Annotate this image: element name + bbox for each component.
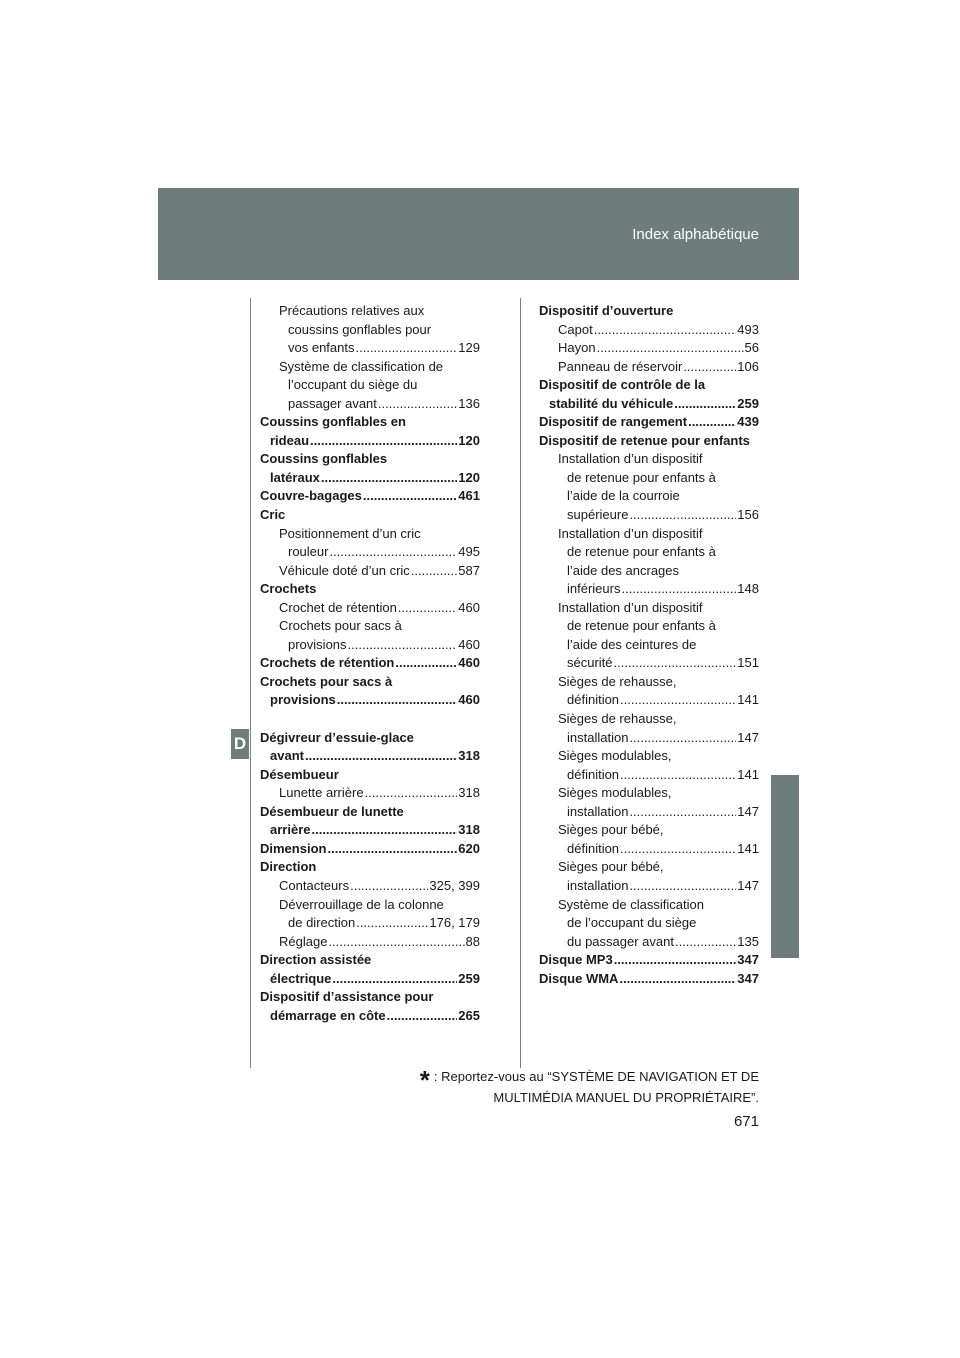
index-entry [539, 413, 759, 432]
index-entry [539, 896, 759, 952]
entry-text: Précautions relatives aux [279, 303, 425, 318]
entry-text: Système de classification de [279, 358, 444, 374]
entry-text: Lunette arrière [279, 785, 364, 801]
index-entry [260, 654, 480, 673]
entry-text: du passager avant [567, 933, 674, 949]
entry-text: définition [567, 840, 620, 856]
page-reference[interactable]: 147 [737, 877, 759, 893]
leader-dots [350, 877, 428, 896]
index-entry [539, 970, 759, 989]
entry-text: Positionnement d’un cric [279, 525, 421, 541]
page-reference[interactable]: 493 [737, 321, 759, 337]
leader-dots [356, 339, 458, 358]
entry-text: Déverrouillage de la colonne [279, 896, 444, 912]
footnote-star: * [419, 1065, 430, 1095]
entry-text: Crochets pour sacs à [260, 673, 393, 689]
index-entry [539, 858, 759, 895]
page-reference[interactable]: 120 [458, 432, 480, 448]
entry-text: Disque WMA [539, 970, 619, 986]
leader-dots [311, 821, 457, 840]
entry-text: Sièges de rehausse, [558, 711, 677, 727]
index-entry [260, 487, 480, 506]
index-entry [539, 358, 759, 377]
leader-dots [614, 951, 737, 970]
page-reference[interactable]: 347 [737, 970, 759, 986]
entry-text: avant [270, 748, 304, 764]
entry-text: Capot [558, 321, 593, 337]
entry-text: installation [567, 877, 629, 893]
entry-text: provisions [288, 636, 347, 652]
page-reference[interactable]: 147 [737, 803, 759, 819]
entry-text: de l’occupant du siège [567, 915, 697, 931]
entry-text: rouleur [288, 544, 329, 560]
leader-dots [378, 395, 457, 414]
page-reference[interactable]: 460 [458, 692, 480, 708]
entry-text: Dégivreur d’essuie-glace [260, 729, 414, 745]
entry-text: Véhicule doté d’un cric [279, 562, 410, 578]
entry-text: Sièges pour bébé, [558, 822, 664, 838]
page-reference[interactable]: 141 [737, 692, 759, 708]
index-entry [260, 580, 480, 599]
index-entry [260, 858, 480, 877]
entry-text: Hayon [558, 340, 596, 356]
page-header [158, 188, 799, 280]
entry-text: l’occupant du siège du [288, 377, 418, 393]
entry-text: Dispositif de contrôle de la [539, 377, 706, 393]
index-entry [539, 321, 759, 340]
page-number: 671 [733, 1113, 759, 1130]
entry-text: arrière [270, 822, 311, 838]
index-entry [260, 358, 480, 414]
index-entry [539, 339, 759, 358]
page-reference[interactable]: 151 [737, 655, 759, 671]
entry-text: supérieure [567, 507, 629, 523]
leader-dots [321, 469, 457, 488]
leader-dots [674, 395, 736, 414]
page-reference[interactable]: 460 [458, 599, 480, 615]
entry-text: Dispositif d’assistance pour [260, 989, 434, 1005]
page-reference[interactable]: 620 [458, 840, 480, 856]
entry-text: Désembueur [260, 766, 339, 782]
page-reference[interactable]: 141 [737, 840, 759, 856]
page-reference[interactable]: 129 [458, 340, 480, 356]
index-entry [539, 302, 759, 321]
page-reference[interactable]: 141 [737, 766, 759, 782]
index-entry [260, 673, 480, 710]
header-title: Index alphabétique [632, 226, 759, 243]
index-entry [539, 710, 759, 747]
leader-dots [594, 321, 737, 340]
entry-text: Direction assistée [260, 952, 372, 968]
page-reference[interactable]: 439 [737, 414, 759, 430]
entry-text: sécurité [567, 655, 613, 671]
entry-text: Sièges pour bébé, [558, 859, 664, 875]
leader-dots [329, 543, 457, 562]
index-entry [260, 988, 480, 1025]
footnote-line-1: : Reportez-vous au “SYSTÈME DE NAVIGATION ET DE [433, 1069, 759, 1084]
leader-dots [356, 914, 428, 933]
index-entry [539, 673, 759, 710]
index-entry [260, 506, 480, 525]
entry-text: de retenue pour enfants à [567, 469, 716, 485]
index-entry [539, 376, 759, 413]
entry-text: Désembueur de lunette [260, 803, 404, 819]
index-entry [539, 599, 759, 673]
index-entry [539, 432, 759, 451]
entry-text: Direction [260, 859, 317, 875]
index-column-left [260, 302, 480, 1025]
entry-text: Coussins gonflables [260, 451, 388, 467]
index-entry [260, 729, 480, 766]
page-reference[interactable]: 347 [737, 952, 759, 968]
page-reference[interactable]: 148 [737, 581, 759, 597]
leader-dots [629, 877, 736, 896]
index-entry [260, 933, 480, 952]
index-entry [539, 525, 759, 599]
leader-dots [614, 654, 737, 673]
index-entry [260, 896, 480, 933]
leader-dots [629, 729, 736, 748]
leader-dots [597, 339, 744, 358]
index-entry [539, 951, 759, 970]
footnote-line-2: MULTIMÉDIA MANUEL DU PROPRIÉTAIRE”. [493, 1090, 759, 1105]
page-reference[interactable]: 318 [458, 822, 480, 838]
leader-dots [332, 970, 457, 989]
page-reference[interactable]: 325, 399 [429, 877, 480, 893]
entry-text: Crochets [260, 581, 317, 597]
leader-dots [683, 358, 736, 377]
leader-dots [688, 413, 736, 432]
entry-text: Dispositif de rangement [539, 414, 688, 430]
leader-dots [365, 784, 458, 803]
entry-text: démarrage en côte [270, 1007, 386, 1023]
entry-text: de retenue pour enfants à [567, 618, 716, 634]
index-entry [260, 599, 480, 618]
index-entry [260, 562, 480, 581]
column-rule-left [250, 298, 251, 1068]
section-thumb-tab[interactable]: D [231, 729, 249, 759]
entry-text: l’aide des ceintures de [567, 636, 697, 652]
index-entry [260, 951, 480, 988]
entry-text: latéraux [270, 469, 320, 485]
leader-dots [337, 691, 458, 710]
entry-text: Disque MP3 [539, 952, 613, 968]
leader-dots [620, 766, 736, 785]
entry-text: Dispositif d’ouverture [539, 303, 674, 318]
entry-text: Couvre-bagages [260, 488, 362, 504]
leader-dots [363, 487, 457, 506]
leader-dots [619, 970, 736, 989]
entry-text: Réglage [279, 933, 328, 949]
entry-text: installation [567, 729, 629, 745]
index-entry [260, 450, 480, 487]
leader-dots [305, 747, 457, 766]
section-side-bar [771, 775, 799, 958]
index-entry [260, 840, 480, 859]
page-reference[interactable]: 318 [458, 748, 480, 764]
entry-text: Sièges modulables, [558, 785, 672, 801]
leader-dots [387, 1007, 458, 1026]
leader-dots [675, 933, 736, 952]
page-reference[interactable]: 106 [737, 358, 759, 374]
leader-dots [621, 580, 736, 599]
entry-text: Installation d’un dispositif [558, 451, 703, 467]
leader-dots [629, 506, 736, 525]
page-reference[interactable]: 147 [737, 729, 759, 745]
entry-text: vos enfants [288, 340, 355, 356]
page-reference[interactable]: 156 [737, 507, 759, 523]
entry-text: Coussins gonflables en [260, 414, 406, 430]
entry-text: provisions [270, 692, 336, 708]
entry-text: rideau [270, 432, 310, 448]
entry-text: Crochets pour sacs à [279, 618, 402, 634]
entry-text: de direction [288, 915, 356, 931]
entry-text: Système de classification [558, 896, 704, 912]
entry-text: Panneau de réservoir [558, 358, 683, 374]
index-entry [539, 784, 759, 821]
page-reference[interactable]: 176, 179 [429, 915, 480, 931]
entry-text: définition [567, 692, 620, 708]
index-spacer [260, 710, 480, 729]
entry-text: Crochet de rétention [279, 599, 397, 615]
entry-text: Dimension [260, 840, 327, 856]
leader-dots [411, 562, 457, 581]
entry-text: Sièges modulables, [558, 748, 672, 764]
page-reference[interactable]: 318 [458, 785, 480, 801]
entry-text: Cric [260, 507, 286, 523]
index-entry [260, 766, 480, 785]
leader-dots [620, 840, 736, 859]
index-entry [260, 525, 480, 562]
leader-dots [620, 691, 736, 710]
page-reference[interactable]: 460 [458, 655, 480, 671]
leader-dots [348, 636, 458, 655]
column-rule-middle [520, 298, 521, 1068]
entry-text: de retenue pour enfants à [567, 544, 716, 560]
index-entry [260, 803, 480, 840]
page-reference[interactable]: 587 [458, 562, 480, 578]
page-reference[interactable]: 135 [737, 933, 759, 949]
index-entry [260, 784, 480, 803]
page-reference[interactable]: 88 [465, 933, 480, 949]
entry-text: Dispositif de retenue pour enfants [539, 432, 750, 448]
entry-text: Crochets de rétention [260, 655, 395, 671]
page-reference[interactable]: 259 [737, 395, 759, 411]
leader-dots [327, 840, 457, 859]
entry-text: électrique [270, 970, 332, 986]
entry-text: inférieurs [567, 581, 621, 597]
page-reference[interactable]: 461 [458, 488, 480, 504]
page-reference[interactable]: 56 [744, 340, 759, 356]
index-column-right [539, 302, 759, 988]
entry-text: Installation d’un dispositif [558, 525, 703, 541]
page-reference[interactable]: 120 [458, 469, 480, 485]
entry-text: Sièges de rehausse, [558, 673, 677, 689]
leader-dots [310, 432, 457, 451]
entry-text: définition [567, 766, 620, 782]
index-entry [260, 617, 480, 654]
page-reference[interactable]: 265 [458, 1007, 480, 1023]
entry-text: stabilité du véhicule [549, 395, 674, 411]
entry-text: passager avant [288, 395, 377, 411]
page-reference[interactable]: 136 [458, 395, 480, 411]
page-reference[interactable]: 460 [458, 636, 480, 652]
entry-text: Installation d’un dispositif [558, 599, 703, 615]
index-entry [539, 821, 759, 858]
index-entry [260, 302, 480, 358]
leader-dots [398, 599, 458, 618]
index-entry [539, 747, 759, 784]
entry-text: l’aide de la courroie [567, 488, 680, 504]
leader-dots [328, 933, 464, 952]
index-entry [260, 877, 480, 896]
index-entry [260, 413, 480, 450]
entry-text: installation [567, 803, 629, 819]
entry-text: coussins gonflables pour [288, 321, 432, 337]
page-reference[interactable]: 259 [458, 970, 480, 986]
footnote [199, 1065, 759, 1107]
index-entry [539, 450, 759, 524]
entry-text: Contacteurs [279, 877, 350, 893]
entry-text: l’aide des ancrages [567, 562, 680, 578]
leader-dots [395, 654, 457, 673]
leader-dots [629, 803, 736, 822]
page-reference[interactable]: 495 [458, 544, 480, 560]
